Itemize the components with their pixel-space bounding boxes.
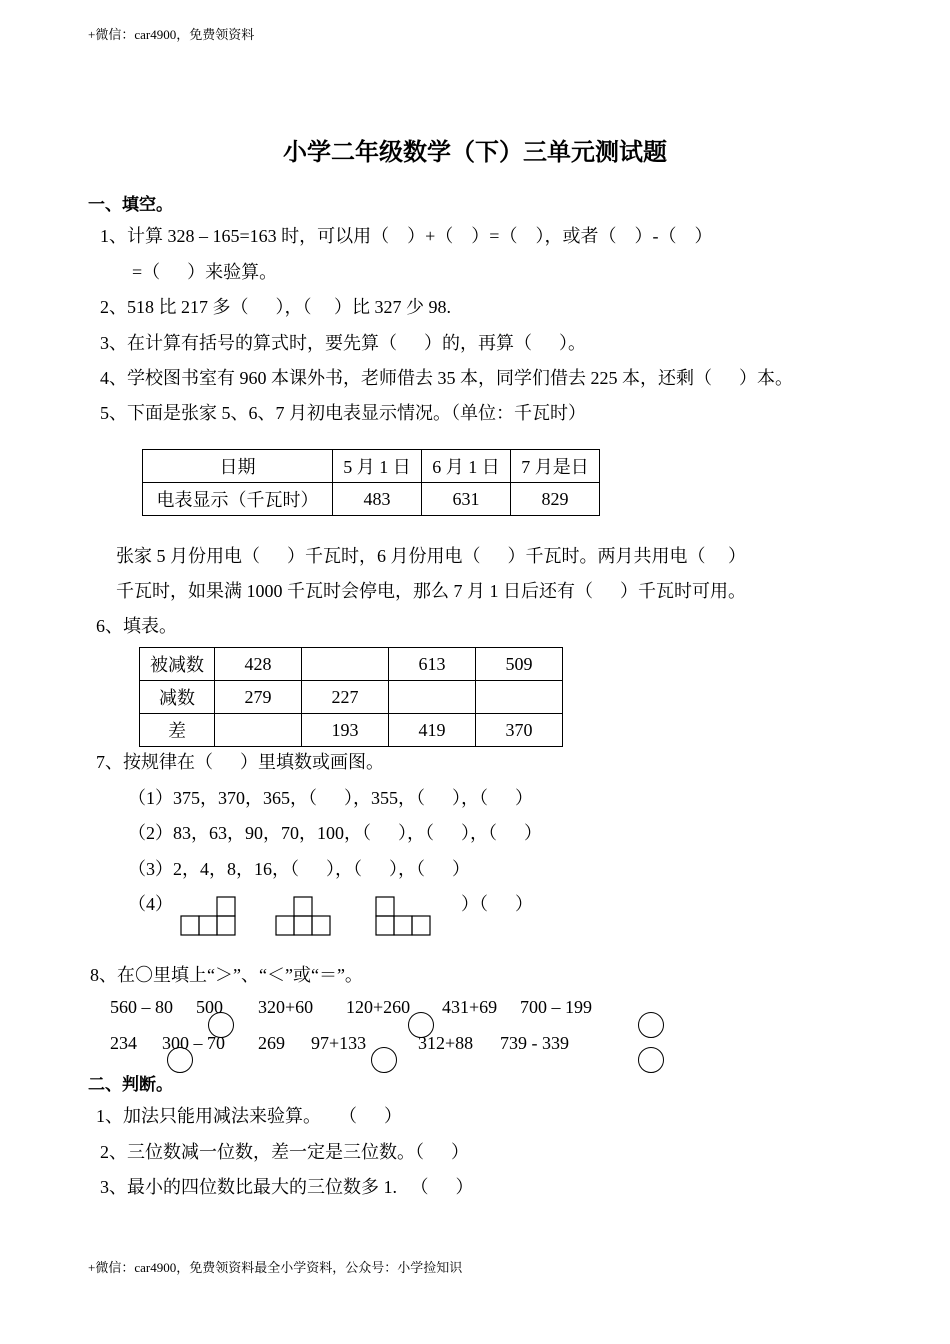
table-cell: 613 bbox=[389, 648, 476, 681]
compare-expression: 700 – 199 bbox=[520, 997, 592, 1017]
table-cell: 509 bbox=[476, 648, 563, 681]
question-5-part-b: 千瓦时，如果满 1000 千瓦时会停电，那么 7 月 1 日后还有（ ）千瓦时可用。 bbox=[116, 581, 746, 601]
question-6: 6、填表。 bbox=[96, 616, 177, 636]
judgment-1: 1、加法只能用减法来验算。 （ ） bbox=[96, 1106, 402, 1126]
section-judgment: 二、判断。 bbox=[88, 1075, 173, 1094]
compare-expression: 320+60 bbox=[258, 997, 314, 1017]
table-cell: 电表显示（千瓦时） bbox=[143, 483, 333, 516]
table-header-cell: 日期 bbox=[143, 450, 333, 483]
table-cell: 829 bbox=[511, 483, 600, 516]
table-cell bbox=[389, 681, 476, 714]
question-7-4-answer: ）（ ） bbox=[461, 894, 533, 914]
question-8: 8、在〇里填上“＞”、“＜”或“＝”。 bbox=[90, 965, 363, 985]
table-cell bbox=[476, 681, 563, 714]
compare-expression: 97+133 bbox=[311, 1033, 367, 1053]
block-figure-2 bbox=[276, 897, 330, 935]
table-header-cell: 6 月 1 日 bbox=[422, 450, 511, 483]
table-cell: 减数 bbox=[140, 681, 215, 714]
question-2: 2、518 比 217 多（ ），（ ）比 327 少 98. bbox=[100, 297, 451, 317]
table-cell: 227 bbox=[302, 681, 389, 714]
table-cell bbox=[302, 648, 389, 681]
compare-expression: 234 bbox=[110, 1033, 137, 1053]
page-footer: +微信：car4900，免费领资料最全小学资料，公众号：小学捡知识 bbox=[88, 1260, 463, 1275]
electricity-meter-table bbox=[142, 449, 600, 516]
compare-circle[interactable] bbox=[638, 1047, 664, 1073]
table-header-cell: 7 月是日 bbox=[511, 450, 600, 483]
compare-expression: 120+260 bbox=[346, 997, 411, 1017]
table-cell: 279 bbox=[215, 681, 302, 714]
compare-expression: 739 - 339 bbox=[500, 1033, 569, 1053]
question-4: 4、学校图书室有 960 本课外书，老师借去 35 本，同学们借去 225 本，还剩（ ）本。 bbox=[100, 368, 793, 388]
question-7-4-label: （4） bbox=[128, 894, 173, 914]
compare-circle[interactable] bbox=[371, 1047, 397, 1073]
table-cell: 193 bbox=[302, 714, 389, 747]
question-7-1: （1）375，370，365，（ ），355，（ ），（ ） bbox=[128, 788, 533, 808]
compare-expression: 312+88 bbox=[418, 1033, 474, 1053]
block-pattern-figures bbox=[178, 896, 438, 938]
question-5-part-a: 张家 5 月份用电（ ）千瓦时，6 月份用电（ ）千瓦时。两月共用电（ ） bbox=[116, 546, 746, 566]
judgment-2: 2、三位数减一位数，差一定是三位数。（ ） bbox=[100, 1142, 469, 1162]
judgment-3: 3、最小的四位数比最大的三位数多 1. （ ） bbox=[100, 1177, 474, 1197]
compare-expression: 500 bbox=[196, 997, 223, 1017]
table-cell: 483 bbox=[333, 483, 422, 516]
table-cell: 被减数 bbox=[140, 648, 215, 681]
question-7-2: （2）83，63，90，70，100，（ ），（ ），（ ） bbox=[128, 823, 542, 843]
subtraction-table bbox=[139, 647, 563, 747]
table-cell: 631 bbox=[422, 483, 511, 516]
block-figure-3 bbox=[376, 897, 430, 935]
compare-expression: 431+69 bbox=[442, 997, 498, 1017]
table-cell: 370 bbox=[476, 714, 563, 747]
page-header: +微信：car4900，免费领资料 bbox=[88, 27, 255, 42]
compare-expression: 269 bbox=[258, 1033, 285, 1053]
section-fill-blank: 一、填空。 bbox=[88, 195, 173, 214]
question-7: 7、按规律在（ ）里填数或画图。 bbox=[96, 752, 384, 772]
question-3: 3、在计算有括号的算式时，要先算（ ）的，再算（ ）。 bbox=[100, 333, 586, 353]
compare-circle[interactable] bbox=[638, 1012, 664, 1038]
compare-circle[interactable] bbox=[208, 1012, 234, 1038]
table-cell: 428 bbox=[215, 648, 302, 681]
compare-expression: 560 – 80 bbox=[110, 997, 173, 1017]
page-title: 小学二年级数学（下）三单元测试题 bbox=[283, 140, 667, 166]
block-figure-1 bbox=[181, 897, 235, 935]
question-7-3: （3）2，4，8，16，（ ），（ ），（ ） bbox=[128, 859, 470, 879]
question-1-line-2: =（ ）来验算。 bbox=[132, 262, 278, 282]
table-cell: 419 bbox=[389, 714, 476, 747]
table-cell: 差 bbox=[140, 714, 215, 747]
compare-circle[interactable] bbox=[408, 1012, 434, 1038]
table-header-cell: 5 月 1 日 bbox=[333, 450, 422, 483]
question-5: 5、下面是张家 5、6、7 月初电表显示情况。（单位：千瓦时） bbox=[100, 403, 586, 423]
question-1-line-1: 1、计算 328 – 165=163 时，可以用（ ）+（ ）=（ ），或者（ ）-（ ） bbox=[100, 226, 713, 246]
compare-expression: 300 – 70 bbox=[162, 1033, 225, 1053]
table-cell bbox=[215, 714, 302, 747]
